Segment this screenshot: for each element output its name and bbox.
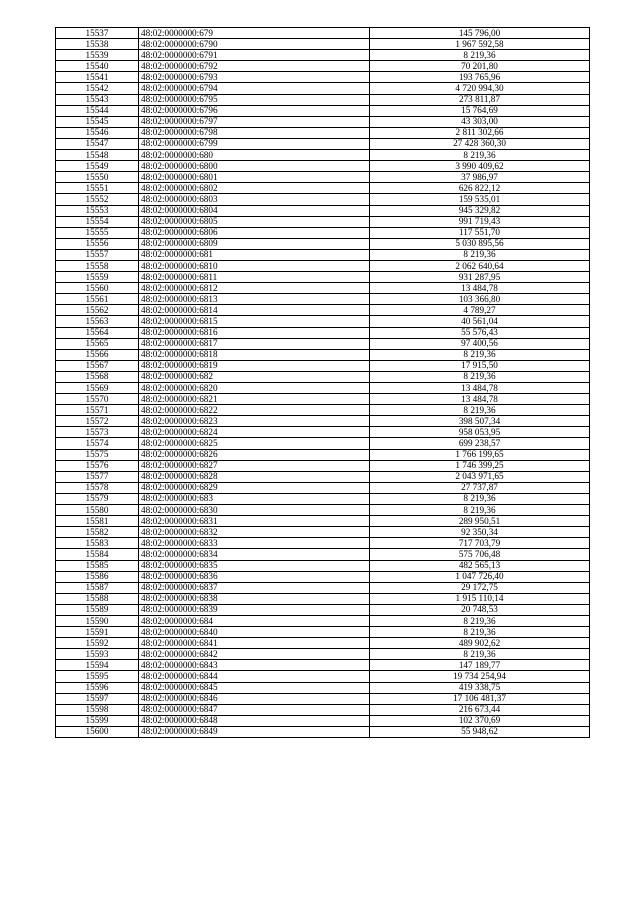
cadastral-value: 273 811,87 bbox=[370, 94, 590, 105]
table-row bbox=[56, 72, 590, 83]
cadastral-value: 1 967 592,58 bbox=[370, 39, 590, 50]
row-number: 15595 bbox=[56, 671, 139, 682]
cadastral-value: 575 706,48 bbox=[370, 549, 590, 560]
cadastral-number: 48:02:0000000:6798 bbox=[139, 127, 370, 138]
table-row bbox=[56, 227, 590, 238]
cadastral-number: 48:02:0000000:6827 bbox=[139, 460, 370, 471]
row-number: 15539 bbox=[56, 50, 139, 61]
cadastral-value: 4 789,27 bbox=[370, 305, 590, 316]
cadastral-number: 48:02:0000000:680 bbox=[139, 150, 370, 161]
cadastral-number: 48:02:0000000:6810 bbox=[139, 260, 370, 271]
table-row bbox=[56, 615, 590, 626]
cadastral-number: 48:02:0000000:6801 bbox=[139, 172, 370, 183]
cadastral-number: 48:02:0000000:6821 bbox=[139, 394, 370, 405]
cadastral-number: 48:02:0000000:6806 bbox=[139, 227, 370, 238]
row-number: 15560 bbox=[56, 283, 139, 294]
cadastral-value: 103 366,80 bbox=[370, 294, 590, 305]
cadastral-number: 48:02:0000000:6819 bbox=[139, 360, 370, 371]
table-row bbox=[56, 538, 590, 549]
row-number: 15568 bbox=[56, 371, 139, 382]
table-row bbox=[56, 549, 590, 560]
table-row bbox=[56, 172, 590, 183]
row-number: 15593 bbox=[56, 649, 139, 660]
cadastral-number: 48:02:0000000:6805 bbox=[139, 216, 370, 227]
cadastral-value: 102 370,69 bbox=[370, 715, 590, 726]
cadastral-value: 945 329,82 bbox=[370, 205, 590, 216]
cadastral-value: 13 484,78 bbox=[370, 394, 590, 405]
row-number: 15564 bbox=[56, 327, 139, 338]
table-row bbox=[56, 349, 590, 360]
row-number: 15553 bbox=[56, 205, 139, 216]
row-number: 15552 bbox=[56, 194, 139, 205]
cadastral-value: 55 576,43 bbox=[370, 327, 590, 338]
table-row bbox=[56, 416, 590, 427]
cadastral-value: 4 720 994,30 bbox=[370, 83, 590, 94]
cadastral-value: 43 303,00 bbox=[370, 116, 590, 127]
row-number: 15546 bbox=[56, 127, 139, 138]
cadastral-number: 48:02:0000000:6804 bbox=[139, 205, 370, 216]
cadastral-number: 48:02:0000000:6847 bbox=[139, 704, 370, 715]
table-row bbox=[56, 593, 590, 604]
row-number: 15547 bbox=[56, 138, 139, 149]
cadastral-number: 48:02:0000000:6796 bbox=[139, 105, 370, 116]
table-row bbox=[56, 505, 590, 516]
row-number: 15566 bbox=[56, 349, 139, 360]
row-number: 15572 bbox=[56, 416, 139, 427]
row-number: 15538 bbox=[56, 39, 139, 50]
cadastral-number: 48:02:0000000:6840 bbox=[139, 627, 370, 638]
cadastral-number: 48:02:0000000:6816 bbox=[139, 327, 370, 338]
cadastral-value: 8 219,36 bbox=[370, 249, 590, 260]
cadastral-value: 8 219,36 bbox=[370, 505, 590, 516]
cadastral-value: 5 030 895,56 bbox=[370, 238, 590, 249]
row-number: 15567 bbox=[56, 360, 139, 371]
cadastral-value: 13 484,78 bbox=[370, 283, 590, 294]
table-row bbox=[56, 371, 590, 382]
table-row bbox=[56, 327, 590, 338]
cadastral-value: 8 219,36 bbox=[370, 627, 590, 638]
cadastral-number: 48:02:0000000:6828 bbox=[139, 471, 370, 482]
table-row bbox=[56, 660, 590, 671]
cadastral-value: 482 565,13 bbox=[370, 560, 590, 571]
cadastral-number: 48:02:0000000:6811 bbox=[139, 272, 370, 283]
cadastral-value: 17 106 481,37 bbox=[370, 693, 590, 704]
cadastral-value: 193 765,96 bbox=[370, 72, 590, 83]
cadastral-value: 159 535,01 bbox=[370, 194, 590, 205]
table-row bbox=[56, 316, 590, 327]
cadastral-value: 958 053,95 bbox=[370, 427, 590, 438]
cadastral-value: 8 219,36 bbox=[370, 371, 590, 382]
cadastral-number: 48:02:0000000:6800 bbox=[139, 161, 370, 172]
table-row bbox=[56, 682, 590, 693]
table-row bbox=[56, 94, 590, 105]
cadastral-number: 48:02:0000000:6797 bbox=[139, 116, 370, 127]
row-number: 15575 bbox=[56, 449, 139, 460]
cadastral-value: 70 201,80 bbox=[370, 61, 590, 72]
cadastral-value: 145 796,00 bbox=[370, 28, 590, 39]
row-number: 15586 bbox=[56, 571, 139, 582]
table-row bbox=[56, 671, 590, 682]
table-row bbox=[56, 260, 590, 271]
cadastral-value-table bbox=[55, 27, 590, 738]
row-number: 15592 bbox=[56, 638, 139, 649]
cadastral-value: 97 400,56 bbox=[370, 338, 590, 349]
row-number: 15569 bbox=[56, 383, 139, 394]
cadastral-number: 48:02:0000000:6823 bbox=[139, 416, 370, 427]
table-row bbox=[56, 582, 590, 593]
cadastral-value: 717 703,79 bbox=[370, 538, 590, 549]
cadastral-number: 48:02:0000000:6844 bbox=[139, 671, 370, 682]
cadastral-number: 48:02:0000000:6824 bbox=[139, 427, 370, 438]
cadastral-number: 48:02:0000000:679 bbox=[139, 28, 370, 39]
cadastral-number: 48:02:0000000:6836 bbox=[139, 571, 370, 582]
cadastral-value: 8 219,36 bbox=[370, 349, 590, 360]
row-number: 15549 bbox=[56, 161, 139, 172]
row-number: 15597 bbox=[56, 693, 139, 704]
table-row bbox=[56, 127, 590, 138]
row-number: 15558 bbox=[56, 260, 139, 271]
cadastral-number: 48:02:0000000:6814 bbox=[139, 305, 370, 316]
cadastral-number: 48:02:0000000:6831 bbox=[139, 516, 370, 527]
cadastral-value: 3 990 409,62 bbox=[370, 161, 590, 172]
cadastral-number: 48:02:0000000:6817 bbox=[139, 338, 370, 349]
table-row bbox=[56, 638, 590, 649]
row-number: 15550 bbox=[56, 172, 139, 183]
cadastral-number: 48:02:0000000:6815 bbox=[139, 316, 370, 327]
cadastral-number: 48:02:0000000:6791 bbox=[139, 50, 370, 61]
table-row bbox=[56, 438, 590, 449]
cadastral-value: 15 764,69 bbox=[370, 105, 590, 116]
cadastral-value: 92 350,34 bbox=[370, 527, 590, 538]
table-row bbox=[56, 704, 590, 715]
row-number: 15563 bbox=[56, 316, 139, 327]
cadastral-number: 48:02:0000000:6826 bbox=[139, 449, 370, 460]
row-number: 15570 bbox=[56, 394, 139, 405]
cadastral-value: 1 047 726,40 bbox=[370, 571, 590, 582]
row-number: 15561 bbox=[56, 294, 139, 305]
row-number: 15596 bbox=[56, 682, 139, 693]
table-row bbox=[56, 272, 590, 283]
row-number: 15555 bbox=[56, 227, 139, 238]
table-row bbox=[56, 560, 590, 571]
cadastral-value: 27 737,87 bbox=[370, 482, 590, 493]
row-number: 15581 bbox=[56, 516, 139, 527]
row-number: 15537 bbox=[56, 28, 139, 39]
cadastral-number: 48:02:0000000:6834 bbox=[139, 549, 370, 560]
table-body bbox=[56, 28, 590, 738]
table-row bbox=[56, 39, 590, 50]
row-number: 15579 bbox=[56, 493, 139, 504]
cadastral-value: 419 338,75 bbox=[370, 682, 590, 693]
table-row bbox=[56, 493, 590, 504]
row-number: 15565 bbox=[56, 338, 139, 349]
cadastral-number: 48:02:0000000:6829 bbox=[139, 482, 370, 493]
cadastral-value: 1 766 199,65 bbox=[370, 449, 590, 460]
table-row bbox=[56, 294, 590, 305]
row-number: 15585 bbox=[56, 560, 139, 571]
table-row bbox=[56, 28, 590, 39]
row-number: 15576 bbox=[56, 460, 139, 471]
cadastral-value: 1 915 110,14 bbox=[370, 593, 590, 604]
table-row bbox=[56, 205, 590, 216]
cadastral-number: 48:02:0000000:6842 bbox=[139, 649, 370, 660]
cadastral-value: 489 902,62 bbox=[370, 638, 590, 649]
cadastral-value: 37 986,97 bbox=[370, 172, 590, 183]
table-row bbox=[56, 693, 590, 704]
cadastral-value: 931 287,95 bbox=[370, 272, 590, 283]
table-row bbox=[56, 83, 590, 94]
cadastral-value: 2 811 302,66 bbox=[370, 127, 590, 138]
row-number: 15557 bbox=[56, 249, 139, 260]
table-row bbox=[56, 383, 590, 394]
cadastral-number: 48:02:0000000:6794 bbox=[139, 83, 370, 94]
cadastral-value: 27 428 360,30 bbox=[370, 138, 590, 149]
row-number: 15589 bbox=[56, 604, 139, 615]
cadastral-value: 29 172,75 bbox=[370, 582, 590, 593]
cadastral-value: 17 915,50 bbox=[370, 360, 590, 371]
table-row bbox=[56, 150, 590, 161]
table-row bbox=[56, 338, 590, 349]
cadastral-number: 48:02:0000000:682 bbox=[139, 371, 370, 382]
row-number: 15584 bbox=[56, 549, 139, 560]
cadastral-value: 699 238,57 bbox=[370, 438, 590, 449]
cadastral-value: 2 043 971,65 bbox=[370, 471, 590, 482]
table-row bbox=[56, 627, 590, 638]
row-number: 15587 bbox=[56, 582, 139, 593]
cadastral-number: 48:02:0000000:6790 bbox=[139, 39, 370, 50]
row-number: 15580 bbox=[56, 505, 139, 516]
cadastral-value: 13 484,78 bbox=[370, 383, 590, 394]
cadastral-number: 48:02:0000000:6809 bbox=[139, 238, 370, 249]
row-number: 15577 bbox=[56, 471, 139, 482]
cadastral-number: 48:02:0000000:6839 bbox=[139, 604, 370, 615]
cadastral-number: 48:02:0000000:6822 bbox=[139, 405, 370, 416]
cadastral-value: 216 673,44 bbox=[370, 704, 590, 715]
cadastral-value: 8 219,36 bbox=[370, 615, 590, 626]
cadastral-number: 48:02:0000000:6841 bbox=[139, 638, 370, 649]
cadastral-value: 8 219,36 bbox=[370, 50, 590, 61]
cadastral-number: 48:02:0000000:6818 bbox=[139, 349, 370, 360]
row-number: 15562 bbox=[56, 305, 139, 316]
cadastral-number: 48:02:0000000:6837 bbox=[139, 582, 370, 593]
table-row bbox=[56, 726, 590, 737]
table-row bbox=[56, 516, 590, 527]
row-number: 15542 bbox=[56, 83, 139, 94]
table-row bbox=[56, 604, 590, 615]
cadastral-number: 48:02:0000000:6838 bbox=[139, 593, 370, 604]
table-row bbox=[56, 449, 590, 460]
table-row bbox=[56, 238, 590, 249]
cadastral-value: 19 734 254,94 bbox=[370, 671, 590, 682]
table-row bbox=[56, 50, 590, 61]
cadastral-number: 48:02:0000000:6803 bbox=[139, 194, 370, 205]
cadastral-number: 48:02:0000000:6833 bbox=[139, 538, 370, 549]
cadastral-number: 48:02:0000000:6812 bbox=[139, 283, 370, 294]
cadastral-value: 40 561,04 bbox=[370, 316, 590, 327]
cadastral-value: 147 189,77 bbox=[370, 660, 590, 671]
table-row bbox=[56, 249, 590, 260]
table-row bbox=[56, 61, 590, 72]
cadastral-number: 48:02:0000000:6795 bbox=[139, 94, 370, 105]
table-row bbox=[56, 527, 590, 538]
cadastral-number: 48:02:0000000:6813 bbox=[139, 294, 370, 305]
table-row bbox=[56, 105, 590, 116]
cadastral-value: 8 219,36 bbox=[370, 649, 590, 660]
cadastral-number: 48:02:0000000:6835 bbox=[139, 560, 370, 571]
cadastral-value: 2 062 640,64 bbox=[370, 260, 590, 271]
table-row bbox=[56, 394, 590, 405]
table-row bbox=[56, 482, 590, 493]
row-number: 15573 bbox=[56, 427, 139, 438]
row-number: 15591 bbox=[56, 627, 139, 638]
cadastral-value: 398 507,34 bbox=[370, 416, 590, 427]
cadastral-number: 48:02:0000000:6792 bbox=[139, 61, 370, 72]
table-row bbox=[56, 161, 590, 172]
row-number: 15554 bbox=[56, 216, 139, 227]
row-number: 15543 bbox=[56, 94, 139, 105]
row-number: 15588 bbox=[56, 593, 139, 604]
cadastral-number: 48:02:0000000:6820 bbox=[139, 383, 370, 394]
table-row bbox=[56, 460, 590, 471]
row-number: 15590 bbox=[56, 615, 139, 626]
cadastral-number: 48:02:0000000:6845 bbox=[139, 682, 370, 693]
row-number: 15571 bbox=[56, 405, 139, 416]
row-number: 15540 bbox=[56, 61, 139, 72]
cadastral-number: 48:02:0000000:6825 bbox=[139, 438, 370, 449]
row-number: 15551 bbox=[56, 183, 139, 194]
row-number: 15578 bbox=[56, 482, 139, 493]
cadastral-number: 48:02:0000000:6832 bbox=[139, 527, 370, 538]
row-number: 15544 bbox=[56, 105, 139, 116]
table-row bbox=[56, 405, 590, 416]
cadastral-number: 48:02:0000000:6802 bbox=[139, 183, 370, 194]
cadastral-number: 48:02:0000000:6799 bbox=[139, 138, 370, 149]
cadastral-number: 48:02:0000000:6846 bbox=[139, 693, 370, 704]
table-row bbox=[56, 138, 590, 149]
cadastral-value: 8 219,36 bbox=[370, 405, 590, 416]
table-row bbox=[56, 427, 590, 438]
cadastral-value: 991 719,43 bbox=[370, 216, 590, 227]
cadastral-value: 1 746 399,25 bbox=[370, 460, 590, 471]
row-number: 15600 bbox=[56, 726, 139, 737]
cadastral-number: 48:02:0000000:684 bbox=[139, 615, 370, 626]
table-row bbox=[56, 194, 590, 205]
table-row bbox=[56, 183, 590, 194]
table-row bbox=[56, 471, 590, 482]
cadastral-value: 289 950,51 bbox=[370, 516, 590, 527]
row-number: 15598 bbox=[56, 704, 139, 715]
cadastral-number: 48:02:0000000:681 bbox=[139, 249, 370, 260]
row-number: 15574 bbox=[56, 438, 139, 449]
table-row bbox=[56, 649, 590, 660]
row-number: 15541 bbox=[56, 72, 139, 83]
table-row bbox=[56, 116, 590, 127]
cadastral-value: 626 822,12 bbox=[370, 183, 590, 194]
cadastral-value: 117 551,70 bbox=[370, 227, 590, 238]
table-row bbox=[56, 360, 590, 371]
cadastral-number: 48:02:0000000:6830 bbox=[139, 505, 370, 516]
row-number: 15559 bbox=[56, 272, 139, 283]
cadastral-number: 48:02:0000000:683 bbox=[139, 493, 370, 504]
table-row bbox=[56, 283, 590, 294]
row-number: 15583 bbox=[56, 538, 139, 549]
cadastral-number: 48:02:0000000:6848 bbox=[139, 715, 370, 726]
cadastral-value: 20 748,53 bbox=[370, 604, 590, 615]
cadastral-number: 48:02:0000000:6793 bbox=[139, 72, 370, 83]
cadastral-value: 8 219,36 bbox=[370, 493, 590, 504]
table-row bbox=[56, 571, 590, 582]
row-number: 15594 bbox=[56, 660, 139, 671]
cadastral-number: 48:02:0000000:6843 bbox=[139, 660, 370, 671]
cadastral-value: 55 948,62 bbox=[370, 726, 590, 737]
table-row bbox=[56, 715, 590, 726]
cadastral-number: 48:02:0000000:6849 bbox=[139, 726, 370, 737]
row-number: 15582 bbox=[56, 527, 139, 538]
row-number: 15599 bbox=[56, 715, 139, 726]
row-number: 15545 bbox=[56, 116, 139, 127]
row-number: 15556 bbox=[56, 238, 139, 249]
table-row bbox=[56, 216, 590, 227]
row-number: 15548 bbox=[56, 150, 139, 161]
cadastral-value: 8 219,36 bbox=[370, 150, 590, 161]
table-row bbox=[56, 305, 590, 316]
